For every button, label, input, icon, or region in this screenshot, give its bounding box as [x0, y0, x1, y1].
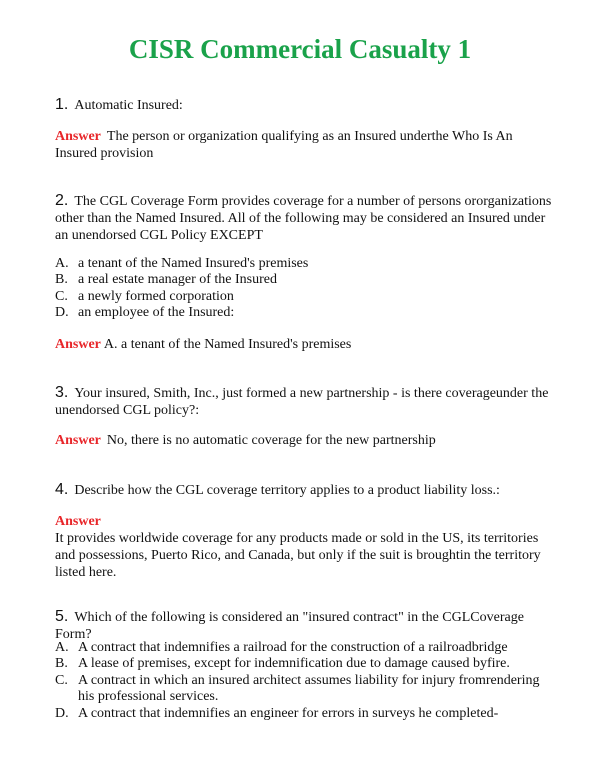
question-text: Automatic Insured:: [74, 98, 183, 113]
question-text: Which of the following is considered an "insured contract" in the CGLCoverage Form?: [55, 610, 524, 642]
answer-1: [55, 128, 555, 162]
page-title: CISR Commercial Casualty 1: [128, 34, 472, 64]
option-a: A. a tenant of the Named Insured's premises: [55, 256, 309, 271]
answer-label: Answer: [55, 433, 101, 448]
answer-2: [55, 336, 555, 353]
answer-label: Answer: [55, 337, 101, 352]
question-4: [55, 481, 555, 499]
option-b: B. A lease of premises, except for indemnification due to damage caused byfire.: [55, 656, 510, 672]
answer-text: A. a tenant of the Named Insured's premises: [103, 337, 352, 352]
question-1: [55, 96, 555, 114]
option-d: D. A contract that indemnifies an engineer for errors in surveys he completed-: [55, 705, 499, 721]
question-text: Your insured, Smith, Inc., just formed a new partnership - is there coverageunder the unendorsed CGL policy?:: [55, 386, 549, 418]
answer-label: Answer: [55, 514, 101, 529]
question-3: [55, 384, 555, 419]
option-c: C. a newly formed corporation: [55, 288, 234, 304]
question-2: [55, 192, 555, 244]
question-number: 5.: [55, 608, 69, 625]
option-a: A. A contract that indemnifies a railroad for the construction of a railroadbridge: [55, 640, 508, 655]
question-number: 2.: [55, 192, 69, 209]
answer-3: [55, 432, 555, 449]
option-b: B. a real estate manager of the Insured: [55, 272, 278, 288]
question-text: The CGL Coverage Form provides coverage for a number of persons ororganizations other than the Named Insured. All of the following may be considered an Insured under an unendorsed CGL Policy EXCEPT: [55, 194, 552, 243]
question-number: 3.: [55, 384, 69, 401]
question-number: 4.: [55, 481, 69, 498]
option-c: C. A contract in which an insured architect assumes liability for injury fromrendering his professional services.: [55, 672, 540, 705]
answer-text: It provides worldwide coverage for any products made or sold in the US, its territories and possessions, Puerto Rico, and Canada, but only if the suit is broughtin the territory listed here.: [55, 531, 541, 580]
answer-4: [55, 513, 555, 581]
options-2: [55, 256, 555, 322]
question-number: 1.: [55, 96, 69, 113]
answer-label: Answer: [55, 129, 101, 144]
option-d: D. an employee of the Insured:: [55, 305, 235, 321]
question-5: [55, 608, 555, 643]
options-5: [55, 640, 555, 722]
answer-text: The person or organization qualifying as an Insured underthe Who Is An Insured provision: [55, 129, 513, 161]
answer-text: No, there is no automatic coverage for the new partnership: [106, 433, 436, 448]
question-text: Describe how the CGL coverage territory applies to a product liability loss.:: [74, 483, 500, 498]
